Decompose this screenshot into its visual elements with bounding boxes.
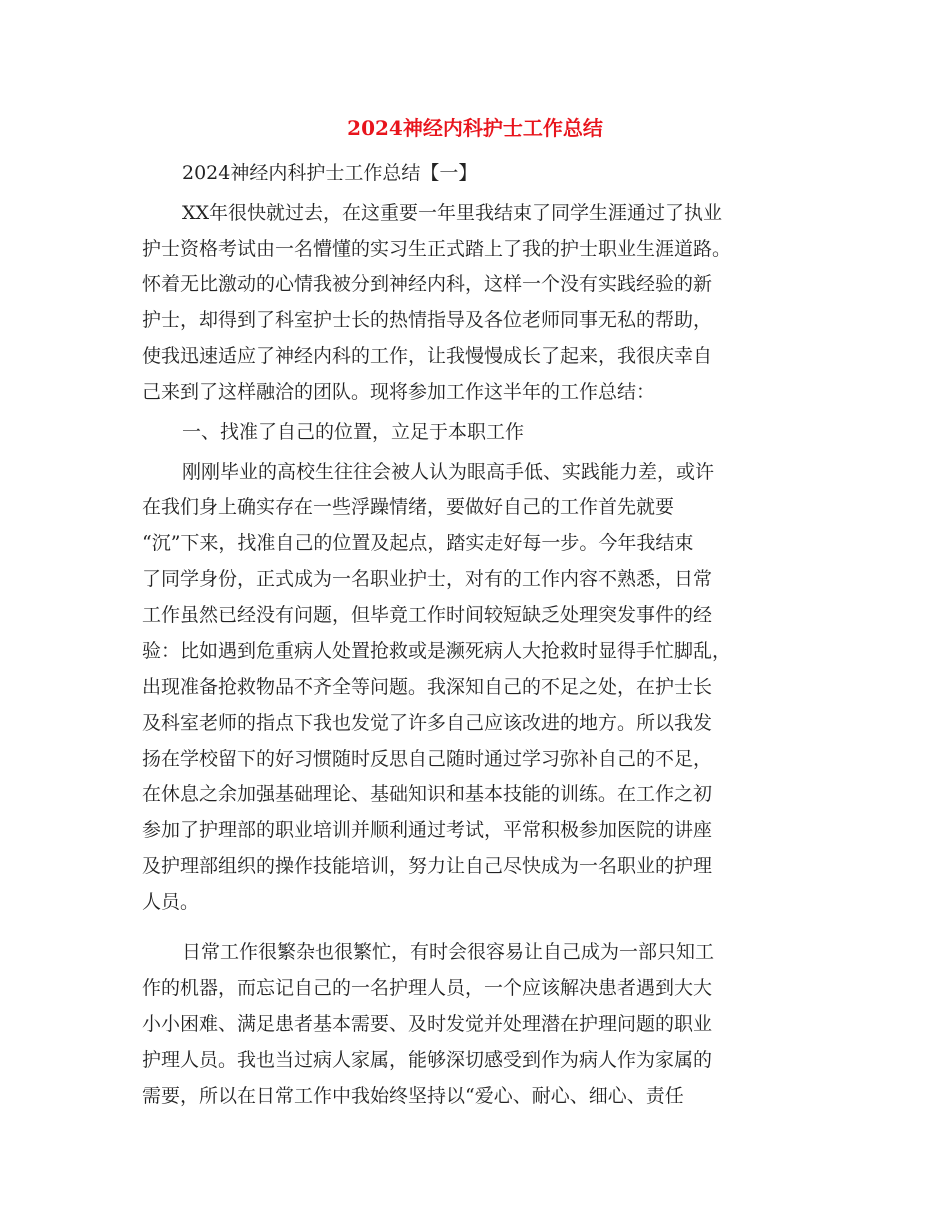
paragraph-line: 护士资格考试由一名懵懂的实习生正式踏上了我的护士职业生涯道路。 xyxy=(142,238,732,260)
paragraph-line: 参加了护理部的职业培训并顺利通过考试，平常积极参加医院的讲座 xyxy=(142,819,713,841)
paragraph-line: 及护理部组织的操作技能培训，努力让自己尽快成为一名职业的护理 xyxy=(142,855,713,877)
paragraph-line: 刚刚毕业的高校生往往会被人认为眼高手低、实践能力差，或许 xyxy=(182,461,715,483)
paragraph-line: 护理人员。我也当过病人家属，能够深切感受到作为病人作为家属的 xyxy=(142,1049,713,1071)
document-title: 2024神经内科护士工作总结 xyxy=(347,116,603,140)
paragraph-line: 扬在学校留下的好习惯随时反思自己随时通过学习弥补自己的不足， xyxy=(142,748,713,770)
paragraph-line: 作的机器，而忘记自己的一名护理人员，一个应该解决患者遇到大大 xyxy=(142,977,713,999)
paragraph-line: 验：比如遇到危重病人处置抢救或是濒死病人大抢救时显得手忙脚乱， xyxy=(142,640,732,662)
subsection-heading: 一、找准了自己的位置，立足于本职工作 xyxy=(182,421,525,443)
section-heading: 2024神经内科护士工作总结【一】 xyxy=(182,162,478,184)
paragraph-line: 在休息之余加强基础理论、基础知识和基本技能的训练。在工作之初 xyxy=(142,783,713,805)
paragraph-line: 在我们身上确实存在一些浮躁情绪，要做好自己的工作首先就要 xyxy=(142,496,675,518)
paragraph-line: 使我迅速适应了神经内科的工作，让我慢慢成长了起来，我很庆幸自 xyxy=(142,345,713,367)
paragraph-line: 工作虽然已经没有问题，但毕竟工作时间较短缺乏处理突发事件的经 xyxy=(142,604,713,626)
paragraph-line: 了同学身份，正式成为一名职业护士，对有的工作内容不熟悉，日常 xyxy=(142,568,713,590)
paragraph-line: “沉”下来，找准自己的位置及起点，踏实走好每一步。今年我结束 xyxy=(142,532,694,554)
paragraph-line: 己来到了这样融洽的团队。现将参加工作这半年的工作总结： xyxy=(142,381,656,403)
paragraph-line: 出现准备抢救物品不齐全等问题。我深知自己的不足之处，在护士长 xyxy=(142,676,713,698)
paragraph-line: 护士，却得到了科室护士长的热情指导及各位老师同事无私的帮助， xyxy=(142,309,713,331)
paragraph-line: 小小困难、满足患者基本需要、及时发觉并处理潜在护理问题的职业 xyxy=(142,1013,713,1035)
paragraph-line: XX年很快就过去，在这重要一年里我结束了同学生涯通过了执业 xyxy=(182,202,723,224)
paragraph-line: 及科室老师的指点下我也发觉了许多自己应该改进的地方。所以我发 xyxy=(142,712,713,734)
paragraph-line: 人员。 xyxy=(142,891,200,913)
paragraph-line: 需要，所以在日常工作中我始终坚持以“爱心、耐心、细心、责任 xyxy=(142,1085,684,1107)
paragraph-line: 怀着无比激动的心情我被分到神经内科，这样一个没有实践经验的新 xyxy=(142,273,713,295)
paragraph-line: 日常工作很繁杂也很繁忙，有时会很容易让自己成为一部只知工 xyxy=(182,941,715,963)
